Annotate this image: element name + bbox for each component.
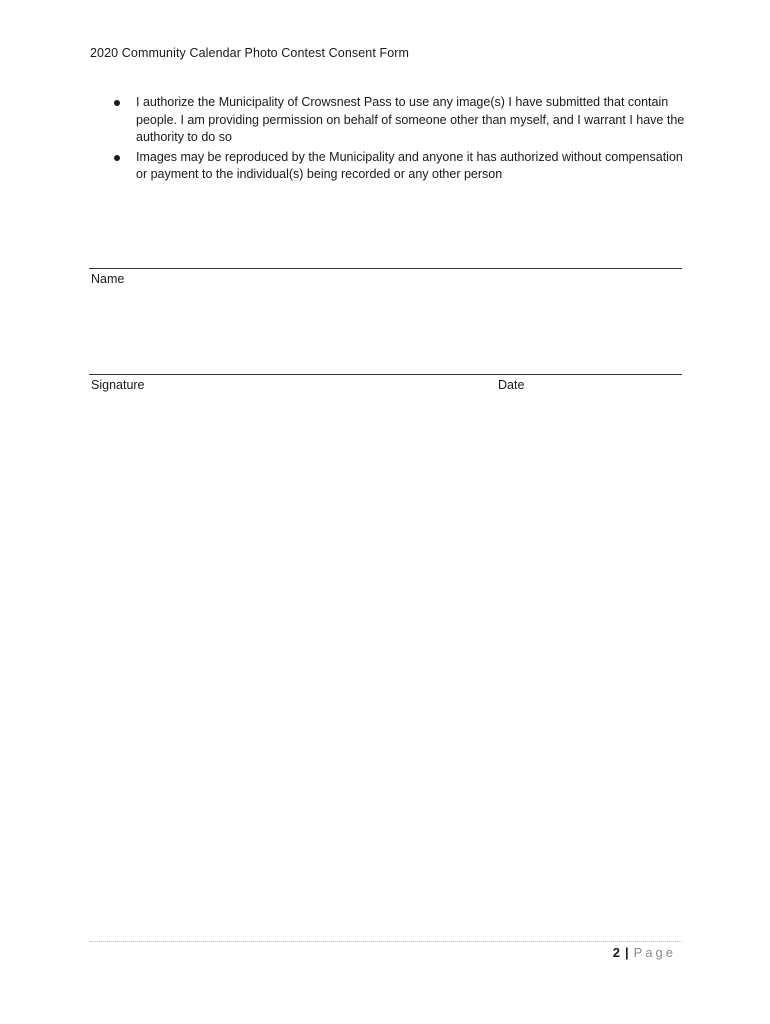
name-line[interactable] (89, 268, 682, 269)
form-title: 2020 Community Calendar Photo Contest Consent Form (90, 46, 410, 60)
signature-date-line[interactable] (89, 374, 682, 375)
consent-list (90, 94, 690, 186)
page-word: Page (633, 945, 676, 960)
date-label: Date (498, 378, 525, 392)
consent-text: Images may be reproduced by the Municipality and anyone it has authorized without compensation or payment to the individual(s) being recorded or any other person (136, 149, 683, 181)
name-label: Name (91, 272, 125, 286)
consent-text: I authorize the Municipality of Crowsnest Pass to use any image(s) I have submitted that contain people. I am providing permission on behalf of someone other than myself, and I warrant I have the authority to do so (136, 95, 685, 144)
footer-separator: | (624, 945, 629, 960)
footer-divider (90, 941, 682, 942)
consent-item (90, 94, 690, 147)
consent-item (90, 149, 690, 184)
bullet-icon (114, 155, 120, 161)
page-number: 2 (612, 945, 620, 960)
signature-label: Signature (91, 378, 145, 392)
page-footer (613, 945, 676, 960)
bullet-icon (114, 100, 120, 106)
